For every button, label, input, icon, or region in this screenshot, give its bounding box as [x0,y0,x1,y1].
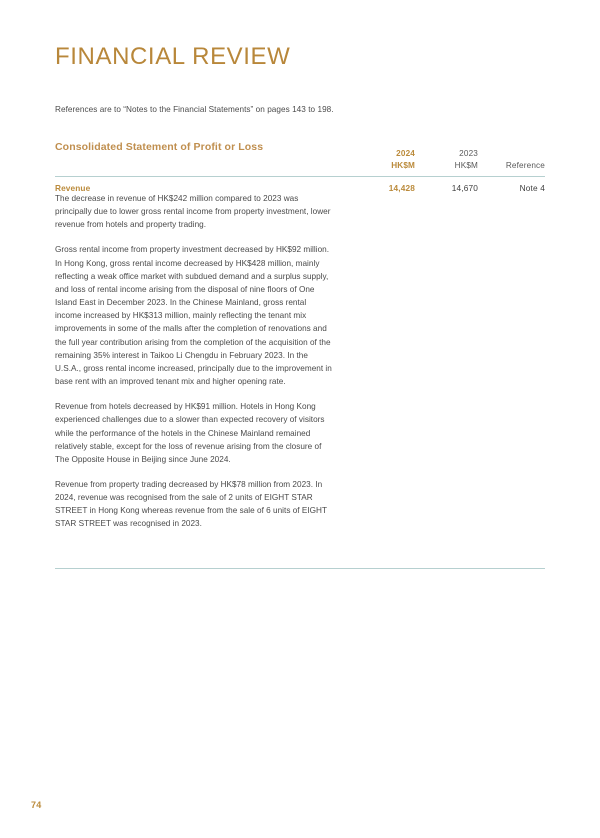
page-title: FINANCIAL REVIEW [55,43,291,71]
column-header-2023 [455,148,478,171]
page-number: 74 [31,800,42,810]
section-closing-rule [55,568,545,569]
paragraph-property-trading: Revenue from property trading decreased by HK$78 million from 2023. In 2024, revenue was recognised from the sale of 2 units of EIGHT STAR STREET in Hong Kong whereas revenue from the sale of 6 units of EIGHT STAR STREET was recognised in 2023. [55,479,327,529]
column-header-reference [506,160,545,172]
table-cell-2023: 14,670 [451,183,478,193]
table-header-row [55,148,545,176]
paragraph-hotels: Revenue from hotels decreased by HK$91 million. Hotels in Hong Kong experienced challenges due to a slower than expected recovery of visitors while the performance of the hotels in the Chinese Mainland remained relatively stable, except for the loss of revenue arising from the closure of The Opposite House in Beijing since June 2024. [55,402,325,464]
column-header-2024-year: 2024 [396,149,415,158]
paragraph-revenue-overview: The decrease in revenue of HK$242 million compared to 2023 was principally due to lower gross rental income from property investment, lower revenue from hotels and property trading. [55,194,331,230]
narrative-body [55,192,333,531]
table-cell-reference: Note 4 [519,183,545,193]
financial-table [55,148,545,198]
column-header-2024-unit: HK$M [391,160,415,170]
table-cell-2024: 14,428 [388,183,415,193]
column-header-reference-label: Reference [505,160,545,170]
section-heading: Consolidated Statement of Profit or Loss [55,140,264,153]
column-header-2024 [391,148,415,171]
column-header-2023-unit: HK$M [454,160,478,170]
reference-note: References are to “Notes to the Financial Statements” on pages 143 to 198. [55,105,334,114]
table-row-label: Revenue [55,183,91,193]
table-top-rule [55,176,545,177]
column-header-2023-year: 2023 [459,149,478,158]
paragraph-gross-rental-income: Gross rental income from property investment decreased by HK$92 million. In Hong Kong, gross rental income decreased by HK$428 million, mainly reflecting a weak office market with subdued demand and a surplus supply, and loss of rental income arising from the disposal of nine floors of One Island East in December 2023. In the Chinese Mainland, gross rental income increased by HK$313 million, mainly reflecting the tenant mix improvements in some of the malls after the completion of renovations and the full year contribution arising from the completion of the acquisition of the remaining 35% interest in Taikoo Li Chengdu in February 2023. In the U.S.A., gross rental income increased, principally due to the improvement in base rent with an improved tenant mix and higher opening rate. [55,245,332,387]
